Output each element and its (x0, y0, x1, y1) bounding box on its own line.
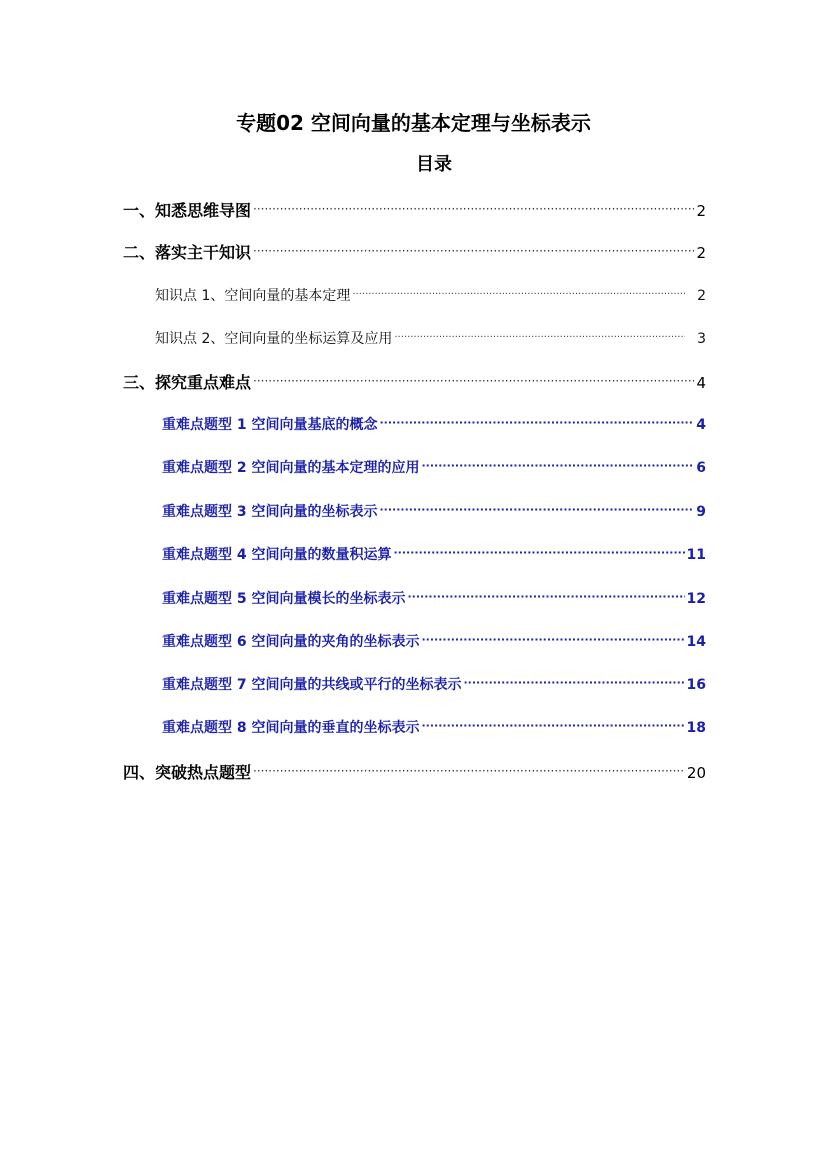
toc-entry[interactable] (162, 675, 706, 696)
toc-entry-label: 重难点题型 4 空间向量的数量积运算 (162, 547, 392, 563)
toc-entry-page: 6 (696, 460, 706, 476)
toc-entry-label: 重难点题型 2 空间向量的基本定理的应用 (162, 460, 420, 476)
toc-entry[interactable] (123, 372, 706, 395)
toc-entry-label: 一、知悉思维导图 (123, 201, 252, 220)
toc-entry-page: 3 (697, 331, 706, 347)
toc-entry[interactable] (162, 458, 706, 479)
dot-leader (253, 240, 694, 262)
dot-leader (422, 456, 695, 476)
toc-entry-page: 18 (686, 720, 706, 736)
toc-entry[interactable] (162, 632, 706, 653)
dot-leader (394, 543, 685, 563)
toc-entry-page: 2 (697, 288, 706, 304)
toc-entry[interactable] (162, 415, 706, 436)
dot-leader (253, 370, 694, 392)
toc-entry[interactable] (123, 242, 706, 265)
dot-leader (408, 587, 685, 607)
dot-leader (380, 413, 695, 433)
toc-entry[interactable] (123, 762, 706, 785)
toc-entry[interactable] (155, 286, 706, 308)
toc-entry-label: 重难点题型 3 空间向量的坐标表示 (162, 504, 378, 520)
toc-entry-label: 知识点 1、空间向量的基本定理 (155, 288, 351, 304)
dot-leader (253, 760, 685, 782)
toc-entry[interactable] (155, 329, 706, 351)
toc-entry[interactable] (162, 545, 706, 566)
toc-heading: 目录 (416, 154, 452, 175)
dot-leader (380, 500, 695, 520)
dot-leader (253, 198, 694, 220)
toc-entry-page: 2 (696, 244, 706, 262)
toc-entry-page: 2 (696, 202, 706, 220)
toc-entry-label: 四、突破热点题型 (123, 763, 252, 782)
toc-entry-page: 11 (686, 547, 706, 563)
toc-entry-label: 重难点题型 8 空间向量的垂直的坐标表示 (162, 720, 420, 736)
dot-leader (352, 285, 685, 305)
toc-entry-page: 12 (686, 591, 706, 607)
toc-entry-page: 9 (696, 504, 706, 520)
dot-leader (422, 716, 685, 736)
toc-entry-page: 4 (696, 374, 706, 392)
toc-entry-label: 重难点题型 7 空间向量的共线或平行的坐标表示 (162, 677, 462, 693)
toc-entry-label: 重难点题型 5 空间向量模长的坐标表示 (162, 591, 406, 607)
dot-leader (422, 630, 685, 650)
dot-leader (464, 673, 685, 693)
toc-entry-page: 14 (686, 634, 706, 650)
toc-entry-label: 知识点 2、空间向量的坐标运算及应用 (155, 331, 393, 347)
toc-entry-page: 4 (696, 417, 706, 433)
toc-entry-label: 三、探究重点难点 (123, 373, 252, 392)
toc-entry-label: 重难点题型 6 空间向量的夹角的坐标表示 (162, 634, 420, 650)
toc-entry-page: 16 (686, 677, 706, 693)
toc-entry[interactable] (162, 589, 706, 610)
toc-entry-label: 二、落实主干知识 (123, 243, 252, 262)
toc-entry[interactable] (162, 718, 706, 739)
toc-entry-label: 重难点题型 1 空间向量基底的概念 (162, 417, 378, 433)
toc-entry-page: 20 (686, 764, 706, 782)
document-title: 专题02 空间向量的基本定理与坐标表示 (236, 111, 591, 135)
dot-leader (394, 328, 685, 348)
toc-entry[interactable] (162, 502, 706, 523)
toc-entry[interactable] (123, 200, 706, 223)
